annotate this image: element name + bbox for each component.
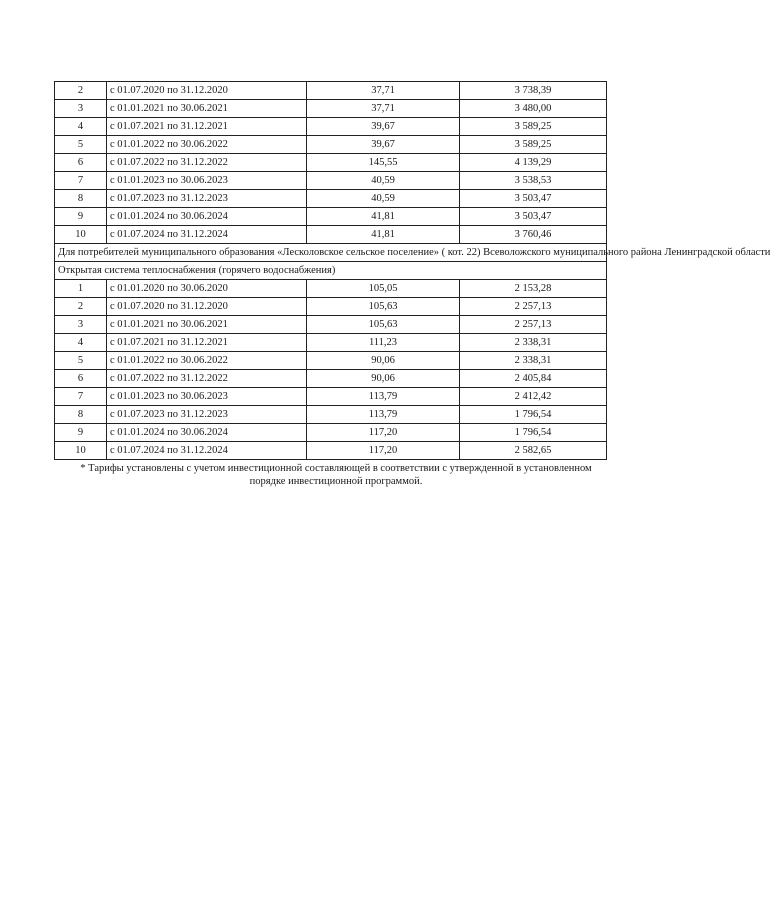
document-page: [54, 81, 770, 488]
row-number: 10: [55, 442, 107, 460]
row-rate: 113,79: [307, 388, 460, 406]
row-number: 6: [55, 154, 107, 172]
section-heading-row: [55, 244, 607, 262]
row-number: 1: [55, 280, 107, 298]
table-row: [55, 172, 607, 190]
row-period: с 01.07.2024 по 31.12.2024: [107, 442, 307, 460]
row-rate: 105,63: [307, 316, 460, 334]
row-period: с 01.07.2021 по 31.12.2021: [107, 118, 307, 136]
row-number: 4: [55, 334, 107, 352]
row-period: с 01.01.2022 по 30.06.2022: [107, 352, 307, 370]
row-rate-2: 2 338,31: [460, 352, 607, 370]
row-rate-2: 4 139,29: [460, 154, 607, 172]
row-rate: 117,20: [307, 424, 460, 442]
row-period: с 01.01.2023 по 30.06.2023: [107, 172, 307, 190]
row-period: с 01.07.2022 по 31.12.2022: [107, 370, 307, 388]
table-row: [55, 334, 607, 352]
table-row: [55, 388, 607, 406]
row-rate: 39,67: [307, 118, 460, 136]
row-rate-2: 2 153,28: [460, 280, 607, 298]
row-period: с 01.01.2020 по 30.06.2020: [107, 280, 307, 298]
row-rate-2: 1 796,54: [460, 424, 607, 442]
row-period: с 01.07.2024 по 31.12.2024: [107, 226, 307, 244]
tariff-table-section-1: [55, 82, 607, 244]
table-row: [55, 406, 607, 424]
row-period: с 01.07.2021 по 31.12.2021: [107, 334, 307, 352]
row-number: 7: [55, 388, 107, 406]
row-number: 10: [55, 226, 107, 244]
row-rate-2: 3 480,00: [460, 100, 607, 118]
table-row: [55, 226, 607, 244]
row-rate-2: 3 589,25: [460, 118, 607, 136]
row-rate: 90,06: [307, 370, 460, 388]
row-rate-2: 3 589,25: [460, 136, 607, 154]
row-rate-2: 3 738,39: [460, 82, 607, 100]
row-number: 5: [55, 136, 107, 154]
row-number: 3: [55, 100, 107, 118]
row-number: 7: [55, 172, 107, 190]
row-period: с 01.01.2024 по 30.06.2024: [107, 208, 307, 226]
row-number: 9: [55, 208, 107, 226]
row-period: с 01.07.2020 по 31.12.2020: [107, 298, 307, 316]
row-number: 5: [55, 352, 107, 370]
table-row: [55, 352, 607, 370]
row-number: 4: [55, 118, 107, 136]
row-period: с 01.01.2024 по 30.06.2024: [107, 424, 307, 442]
footnote-line-1: * Тарифы установлены с учетом инвестиционной составляющей в соответствии с утвержденной в установленном: [80, 463, 592, 474]
row-rate: 145,55: [307, 154, 460, 172]
row-number: 9: [55, 424, 107, 442]
row-rate: 105,05: [307, 280, 460, 298]
row-number: 3: [55, 316, 107, 334]
row-rate: 40,59: [307, 190, 460, 208]
row-period: с 01.07.2023 по 31.12.2023: [107, 406, 307, 424]
row-period: с 01.01.2022 по 30.06.2022: [107, 136, 307, 154]
row-rate: 40,59: [307, 172, 460, 190]
table-row: [55, 82, 607, 100]
subsection-heading: Открытая система теплоснабжения (горячего водоснабжения): [55, 262, 607, 280]
row-period: с 01.01.2021 по 30.06.2021: [107, 100, 307, 118]
row-period: с 01.01.2021 по 30.06.2021: [107, 316, 307, 334]
row-number: 6: [55, 370, 107, 388]
table-row: [55, 442, 607, 460]
table-row: [55, 190, 607, 208]
tariff-table: [54, 81, 770, 460]
row-number: 2: [55, 298, 107, 316]
row-rate-2: 3 760,46: [460, 226, 607, 244]
row-rate-2: 3 503,47: [460, 208, 607, 226]
row-period: с 01.07.2022 по 31.12.2022: [107, 154, 307, 172]
row-period: с 01.07.2023 по 31.12.2023: [107, 190, 307, 208]
table-row: [55, 280, 607, 298]
row-rate: 111,23: [307, 334, 460, 352]
row-rate: 41,81: [307, 226, 460, 244]
row-rate: 113,79: [307, 406, 460, 424]
table-row: [55, 136, 607, 154]
row-rate-2: 2 257,13: [460, 298, 607, 316]
footnote-line-2: порядке инвестиционной программой.: [249, 476, 423, 487]
table-row: [55, 118, 607, 136]
row-rate: 37,71: [307, 100, 460, 118]
table-row: [55, 154, 607, 172]
row-rate: 90,06: [307, 352, 460, 370]
row-number: 8: [55, 190, 107, 208]
section-heading: Для потребителей муниципального образования «Лесколовское сельское поселение» ( кот. 22) Всеволожского муниципального района Ленинградской области: [55, 244, 607, 262]
row-rate-2: 2 582,65: [460, 442, 607, 460]
table-row: [55, 370, 607, 388]
table-row: [55, 424, 607, 442]
row-rate-2: 3 538,53: [460, 172, 607, 190]
subsection-heading-row: [55, 262, 607, 280]
row-rate-2: 2 405,84: [460, 370, 607, 388]
row-period: с 01.01.2023 по 30.06.2023: [107, 388, 307, 406]
row-rate-2: 2 338,31: [460, 334, 607, 352]
row-rate-2: 3 503,47: [460, 190, 607, 208]
table-row: [55, 208, 607, 226]
table-row: [55, 298, 607, 316]
row-rate: 37,71: [307, 82, 460, 100]
row-number: 8: [55, 406, 107, 424]
row-rate-2: 2 412,42: [460, 388, 607, 406]
row-rate: 39,67: [307, 136, 460, 154]
section-heading-block: [55, 244, 770, 280]
row-rate: 117,20: [307, 442, 460, 460]
row-rate-2: 2 257,13: [460, 316, 607, 334]
row-number: 2: [55, 82, 107, 100]
tariff-table-section-2: [55, 280, 607, 460]
footnote: [74, 462, 598, 488]
table-row: [55, 316, 607, 334]
row-rate: 105,63: [307, 298, 460, 316]
row-period: с 01.07.2020 по 31.12.2020: [107, 82, 307, 100]
row-rate: 41,81: [307, 208, 460, 226]
table-row: [55, 100, 607, 118]
row-rate-2: 1 796,54: [460, 406, 607, 424]
